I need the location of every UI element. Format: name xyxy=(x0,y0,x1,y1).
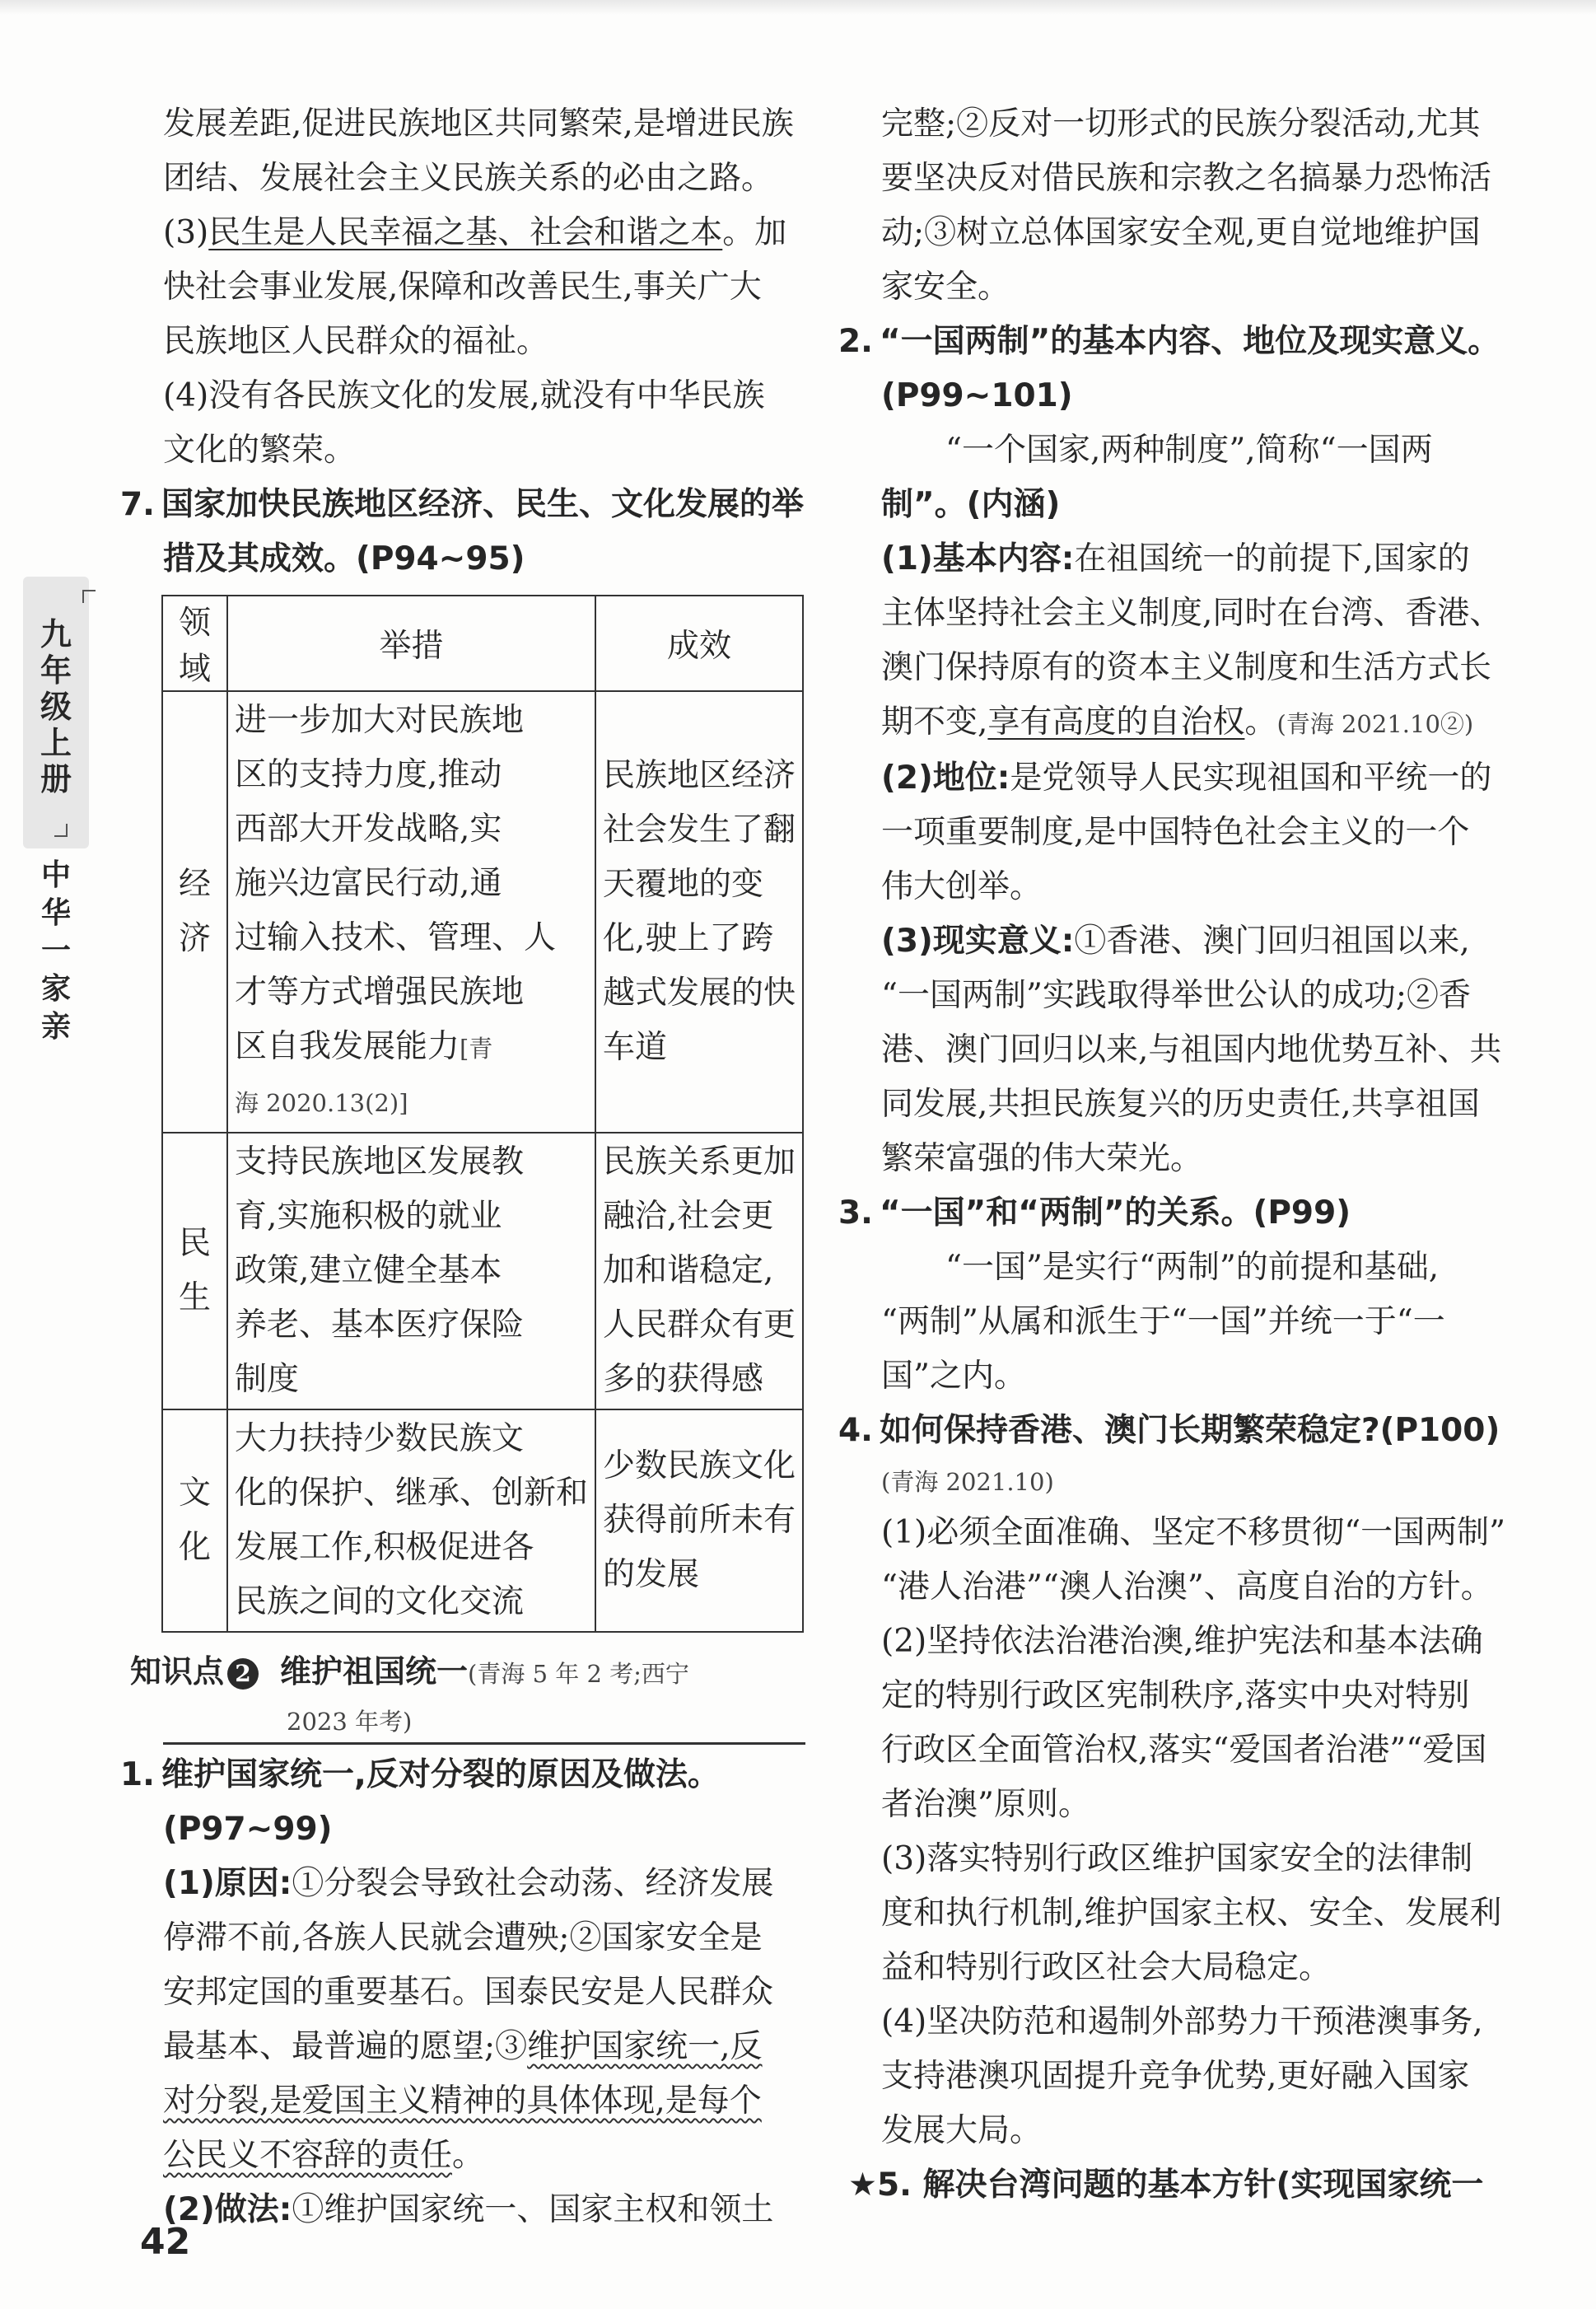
text-line: (1)必须全面准确、坚定不移贯彻“一国两制” xyxy=(881,1514,1506,1551)
wavy-underlined-text: 公民义不容辞的责任 xyxy=(163,2137,453,2174)
text-line: 团结、发展社会主义民族关系的必由之路。 xyxy=(163,160,774,197)
wavy-underlined-text: 维护国家统一,反 xyxy=(527,2028,763,2065)
text-line: 澳门保持原有的资本主义制度和生活方式长 xyxy=(881,649,1492,686)
question-7-line2: 措及其成效。(P94~95) xyxy=(163,540,525,577)
row-measure: 大力扶持少数民族文 化的保护、继承、创新和 发展工作,积极促进各 民族之间的文化交流 xyxy=(227,1409,595,1632)
text-line: 文化的繁荣。 xyxy=(163,432,357,469)
text-line: 动;③树立总体国家安全观,更自觉地维护国 xyxy=(881,214,1481,251)
text-line: “两制”从属和派生于“一国”并统一于“一 xyxy=(881,1303,1445,1340)
text-line: 发展大局。 xyxy=(881,2112,1043,2149)
knowledge-point-label: 知识点 xyxy=(130,1653,225,1690)
table-header: 领域 xyxy=(162,596,227,691)
question-3: 3. “一国”和“两制”的关系。(P99) xyxy=(838,1194,1351,1232)
text-line: 度和执行机制,维护国家主权、安全、发展利 xyxy=(881,1895,1502,1932)
tab-bracket-top xyxy=(82,590,96,603)
row-field: 民生 xyxy=(162,1133,227,1409)
exam-citation: (青海 2021.10②) xyxy=(1276,710,1474,738)
question-1-line2: (P97~99) xyxy=(163,1811,333,1848)
page-top-edge xyxy=(0,0,1596,15)
row-effect: 民族地区经济 社会发生了翻 天覆地的变 化,驶上了跨 越式发展的快 车道 xyxy=(595,691,803,1133)
text-line: 者治澳”原则。 xyxy=(881,1786,1090,1823)
text-line: 繁荣富强的伟大荣光。 xyxy=(881,1140,1203,1177)
page-number: 42 xyxy=(140,2221,191,2263)
text-line: “一个国家,两种制度”,简称“一国两 xyxy=(945,432,1433,469)
exam-citation: (青海 5 年 2 考;西宁 xyxy=(468,1660,689,1688)
question-5: ★5. 解决台湾问题的基本方针(实现国家统一 xyxy=(848,2166,1484,2204)
question-2-line2: (P99~101) xyxy=(881,377,1073,414)
question-1: 1. 维护国家统一,反对分裂的原因及做法。 xyxy=(120,1756,720,1793)
text-line: 停滞不前,各族人民就会遭殃;②国家安全是 xyxy=(163,1919,763,1956)
text-line: 完整;②反对一切形式的民族分裂活动,尤其 xyxy=(881,105,1481,143)
exam-citation: (青海 2021.10) xyxy=(881,1468,1054,1496)
question-2: 2. “一国两制”的基本内容、地位及现实意义。 xyxy=(838,323,1500,360)
row-effect: 少数民族文化 获得前所未有 的发展 xyxy=(595,1409,803,1632)
text-line: 快社会事业发展,保障和改善民生,事关广大 xyxy=(163,269,762,306)
table-row xyxy=(162,1133,803,1409)
star-icon: ★ xyxy=(848,2166,877,2204)
exam-citation: 2023 年考) xyxy=(163,1701,805,1745)
tab-bracket-bottom xyxy=(54,824,68,837)
status-line: (2)地位:是党领导人民实现祖国和平统一的 xyxy=(881,760,1492,797)
point-3: (3)民生是人民幸福之基、社会和谐之本。加 xyxy=(163,214,787,251)
content-line: (1)基本内容:在祖国统一的前提下,国家的 xyxy=(881,540,1470,577)
text-line: 安邦定国的重要基石。国泰民安是人民群众 xyxy=(163,1974,774,2011)
table-header: 举措 xyxy=(227,596,595,691)
text-line: (3)落实特别行政区维护国家安全的法律制 xyxy=(881,1840,1473,1877)
row-field: 文化 xyxy=(162,1409,227,1632)
measures-table xyxy=(161,595,804,1633)
text-line: 益和特别行政区社会大局稳定。 xyxy=(881,1949,1332,1986)
text-line: 期不变,享有高度的自治权。(青海 2021.10②) xyxy=(881,703,1474,741)
knowledge-point-title: 维护祖国统一 xyxy=(280,1653,469,1690)
knowledge-point-number: 2 xyxy=(227,1658,259,1690)
exam-citation: [青 xyxy=(459,1035,493,1063)
significance-line: (3)现实意义:①香港、澳门回归祖国以来, xyxy=(881,923,1470,960)
method-label: (2)做法: xyxy=(163,2191,292,2228)
text-line: 公民义不容辞的责任。 xyxy=(163,2137,485,2174)
significance-label: (3)现实意义: xyxy=(881,923,1075,960)
text-line: 同发展,共担民族复兴的历史责任,共享祖国 xyxy=(881,1086,1480,1123)
text-line: 伟大创举。 xyxy=(881,868,1043,905)
text-line: (2)坚持依法治港治澳,维护宪法和基本法确 xyxy=(881,1623,1483,1660)
right-column xyxy=(838,97,1519,2213)
text-line: 行政区全面管治权,落实“爱国者治港”“爱国 xyxy=(881,1732,1487,1769)
question-4: 4. 如何保持香港、澳门长期繁荣稳定?(P100) xyxy=(838,1412,1500,1449)
text-line: 定的特别行政区宪制秩序,落实中央对特别 xyxy=(881,1677,1470,1714)
row-measure: 进一步加大对民族地 区的支持力度,推动 西部大开发战略,实 施兴边富民行动,通 过输入技术、管理、人 才等方式增强民族地 区自我发展能力[青 海 2020.13(2)] xyxy=(227,691,595,1133)
text-line: 发展差距,促进民族地区共同繁荣,是增进民族 xyxy=(163,105,794,143)
wavy-underlined-text: 对分裂,是爱国主义精神的具体体现,是每个 xyxy=(163,2082,762,2120)
text-line xyxy=(163,2074,805,2129)
text-line: (4)没有各民族文化的发展,就没有中华民族 xyxy=(163,377,765,414)
table-row xyxy=(162,1409,803,1632)
text-line: 民族地区人民群众的福祉。 xyxy=(163,323,549,360)
text-line: “一国”是实行“两制”的前提和基础, xyxy=(945,1249,1440,1286)
text-line: 家安全。 xyxy=(881,269,1010,306)
content-label: (1)基本内容: xyxy=(881,540,1075,577)
text-line: 港、澳门回归以来,与祖国内地优势互补、共 xyxy=(881,1031,1502,1068)
underlined-text: 民生是人民幸福之基、社会和谐之本 xyxy=(208,214,723,251)
text-line: 主体坚持社会主义制度,同时在台湾、香港、 xyxy=(881,595,1502,632)
reason-line: (1)原因:①分裂会导致社会动荡、经济发展 xyxy=(163,1865,774,1902)
table-row xyxy=(162,691,803,1133)
text-line: 最基本、最普遍的愿望;③维护国家统一,反 xyxy=(163,2028,763,2065)
text-line: “一国两制”实践取得举世公认的成功;②香 xyxy=(881,977,1472,1014)
row-field: 经济 xyxy=(162,691,227,1133)
text-line: 制”。(内涵) xyxy=(881,486,1061,523)
knowledge-point-header xyxy=(130,1644,805,1745)
reason-label: (1)原因: xyxy=(163,1865,292,1902)
status-label: (2)地位: xyxy=(881,760,1010,797)
left-column xyxy=(120,97,805,2237)
text-line: “港人治港”“澳人治澳”、高度自治的方针。 xyxy=(881,1568,1493,1606)
row-measure: 支持民族地区发展教 育,实施积极的就业 政策,建立健全基本 养老、基本医疗保险 制度 xyxy=(227,1133,595,1409)
text-line: (4)坚决防范和遏制外部势力干预港澳事务, xyxy=(881,2003,1483,2040)
table-header-row xyxy=(162,596,803,691)
text-line: 一项重要制度,是中国特色社会主义的一个 xyxy=(881,814,1470,851)
text-line: 要坚决反对借民族和宗教之名搞暴力恐怖活 xyxy=(881,160,1492,197)
question-7: 7. 国家加快民族地区经济、民生、文化发展的举 xyxy=(120,486,805,523)
underlined-text: 享有高度的自治权 xyxy=(987,703,1245,741)
text-line: 国”之内。 xyxy=(881,1358,1026,1395)
exam-citation: 海 2020.13(2)] xyxy=(234,1089,408,1117)
table-header: 成效 xyxy=(595,596,803,691)
grade-label: 九年级上册 xyxy=(40,616,72,797)
unit-label: 中华一家亲 xyxy=(40,858,71,1044)
text-line: 支持港澳巩固提升竞争优势,更好融入国家 xyxy=(881,2058,1470,2095)
method-line: (2)做法:①维护国家统一、国家主权和领土 xyxy=(163,2191,774,2228)
row-effect: 民族关系更加 融洽,社会更 加和谐稳定, 人民群众有更 多的获得感 xyxy=(595,1133,803,1409)
